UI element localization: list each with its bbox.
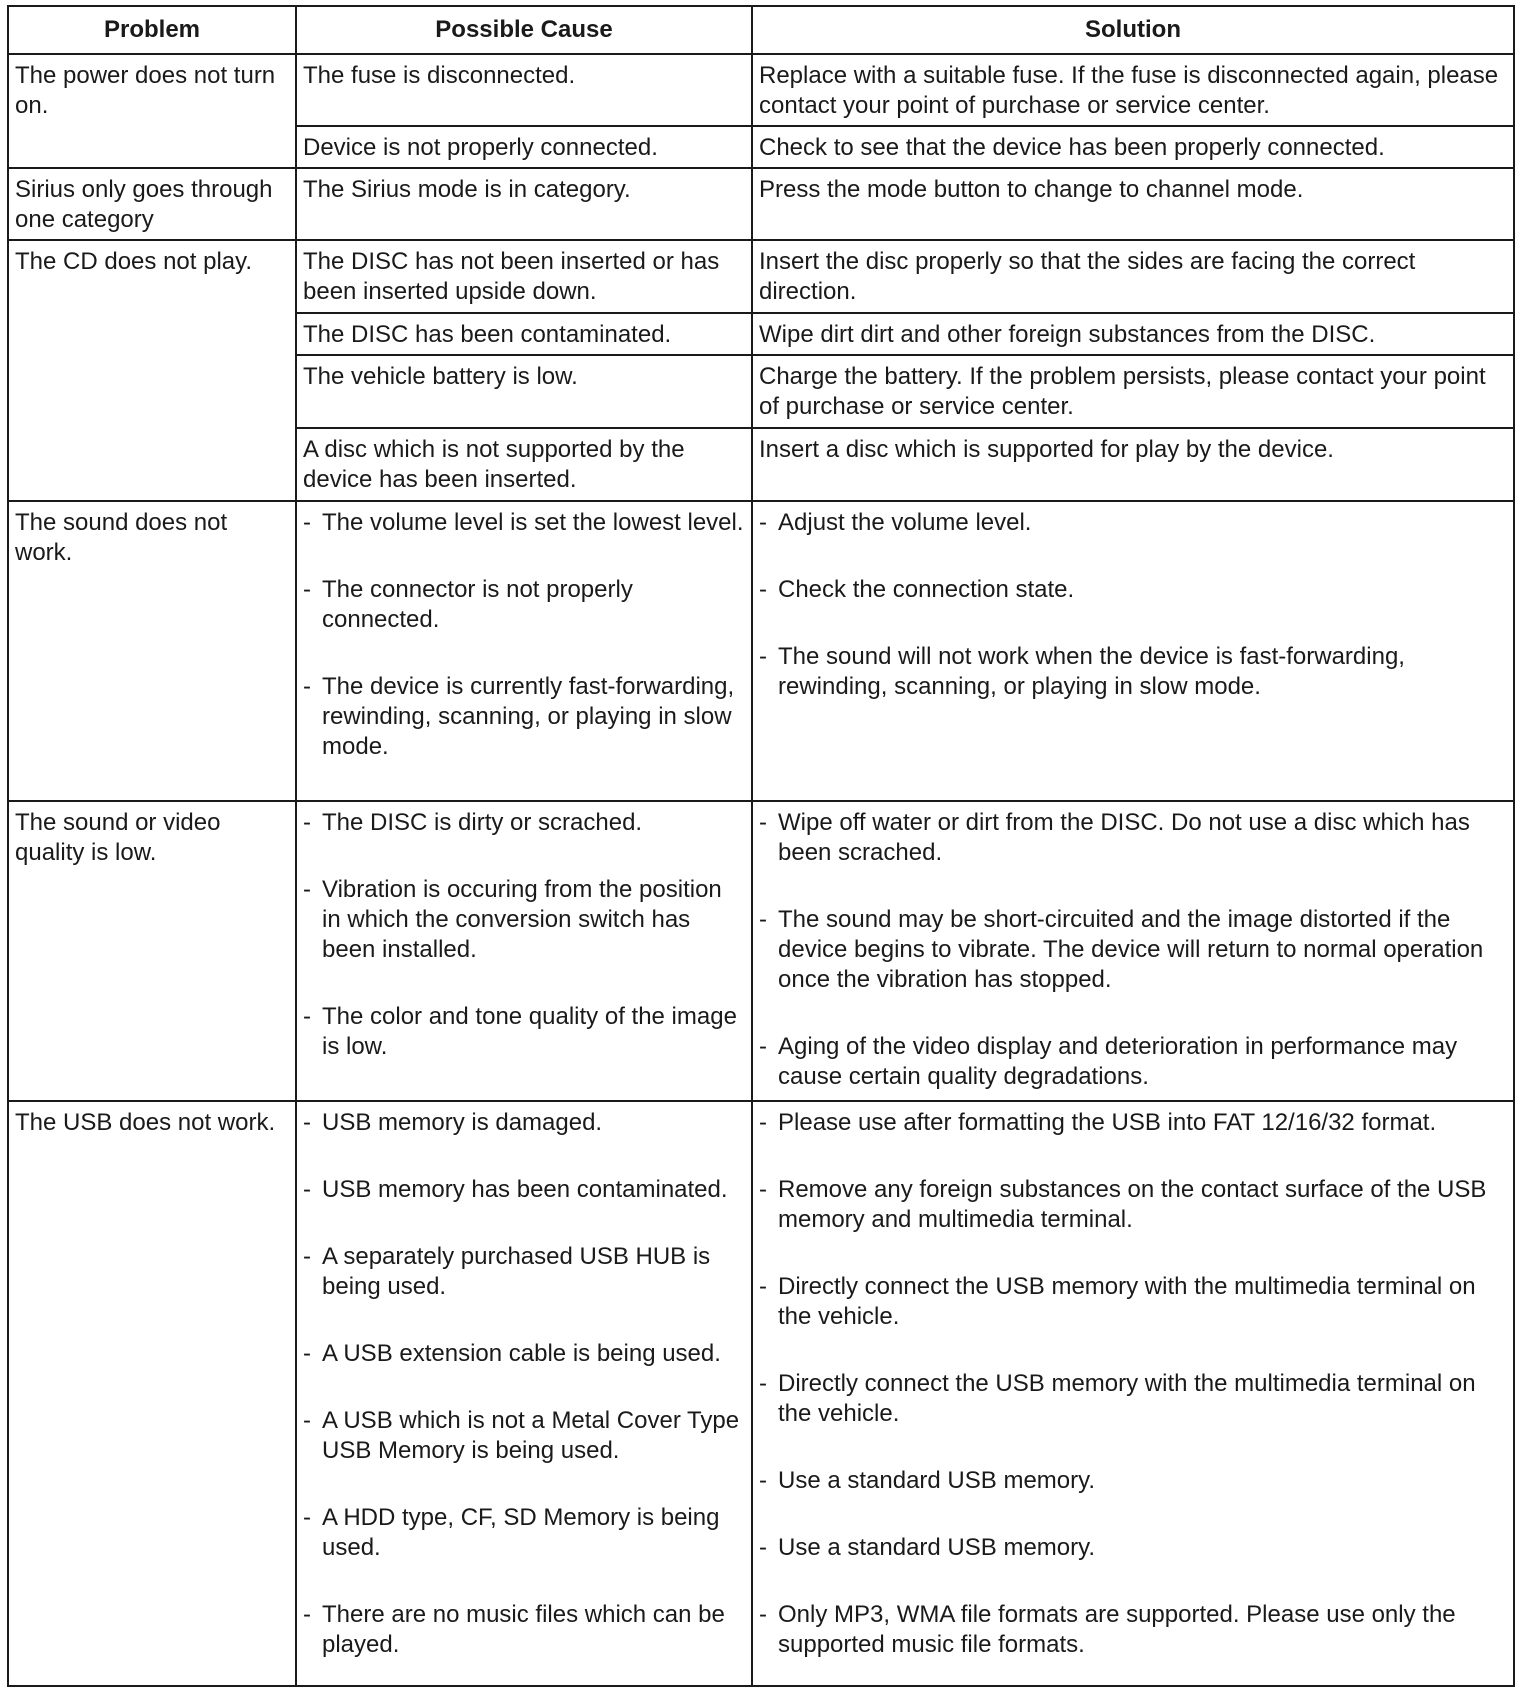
list-item: - The color and tone quality of the image is low.: [303, 1003, 737, 1060]
cause-list-cell: [296, 801, 752, 1101]
cause-cell: The DISC has not been inserted or has been inserted upside down.: [296, 240, 752, 313]
problem-cell: The power does not turn on.: [8, 54, 296, 168]
list-item: - A USB which is not a Metal Cover Type USB Memory is being used.: [303, 1407, 740, 1464]
solution-cell: Wipe dirt dirt and other foreign substances from the DISC.: [752, 313, 1514, 355]
cause-cell: A disc which is not supported by the device has been inserted.: [296, 428, 752, 501]
cause-list-cell: [296, 501, 752, 801]
cause-cell: The fuse is disconnected.: [296, 54, 752, 126]
table-row: [8, 54, 1514, 126]
solution-list-cell: [752, 501, 1514, 801]
solution-cell: Insert a disc which is supported for play by the device.: [752, 428, 1514, 501]
list-item: - USB memory is damaged.: [303, 1109, 603, 1136]
list-item: - Aging of the video display and deterioration in performance may cause certain quality degradations.: [759, 1033, 1458, 1090]
cause-cell: The vehicle battery is low.: [296, 355, 752, 428]
list-item: - A HDD type, CF, SD Memory is being used.: [303, 1504, 720, 1561]
solution-list-cell: [752, 801, 1514, 1101]
list-item: - The sound may be short-circuited and the image distorted if the device begins to vibrate. The device will return to normal operation once the vibration has stopped.: [759, 906, 1484, 993]
troubleshooting-table: [7, 5, 1515, 1687]
header-solution: Solution: [752, 6, 1514, 54]
list-item: - Vibration is occuring from the position in which the conversion switch has been installed.: [303, 876, 722, 963]
list-item: - The connector is not properly connected.: [303, 576, 633, 633]
header-problem: Problem: [8, 6, 296, 54]
problem-cell: The USB does not work.: [8, 1101, 296, 1686]
cause-cell: Device is not properly connected.: [296, 126, 752, 168]
list-item: - Use a standard USB memory.: [759, 1467, 1096, 1494]
list-item: - The DISC is dirty or scrached.: [303, 809, 643, 836]
list-item: - Remove any foreign substances on the contact surface of the USB memory and multimedia terminal.: [759, 1176, 1487, 1233]
list-item: - Directly connect the USB memory with the multimedia terminal on the vehicle.: [759, 1370, 1476, 1427]
list-item: - There are no music files which can be played.: [303, 1601, 725, 1658]
table-row: [8, 501, 1514, 801]
list-item: - Adjust the volume level.: [759, 509, 1032, 536]
list-item: - Directly connect the USB memory with the multimedia terminal on the vehicle.: [759, 1273, 1476, 1330]
list-item: - Check the connection state.: [759, 576, 1075, 603]
solution-cell: Press the mode button to change to channel mode.: [752, 168, 1514, 240]
header-possible-cause: Possible Cause: [296, 6, 752, 54]
cause-cell: The DISC has been contaminated.: [296, 313, 752, 355]
problem-cell: The sound does not work.: [8, 501, 296, 801]
list-item: - A USB extension cable is being used.: [303, 1340, 721, 1367]
list-item: - Please use after formatting the USB into FAT 12/16/32 format.: [759, 1109, 1437, 1136]
table-row: [8, 801, 1514, 1101]
list-item: - The device is currently fast-forwarding, rewinding, scanning, or playing in slow mode.: [303, 673, 735, 760]
solution-list-cell: [752, 1101, 1514, 1686]
solution-cell: Charge the battery. If the problem persists, please contact your point of purchase or service center.: [752, 355, 1514, 428]
solution-cell: Insert the disc properly so that the sides are facing the correct direction.: [752, 240, 1514, 313]
problem-cell: The CD does not play.: [8, 240, 296, 501]
header-row: [8, 6, 1514, 54]
table-row: [8, 168, 1514, 240]
list-item: - A separately purchased USB HUB is being used.: [303, 1243, 711, 1300]
cause-list-cell: [296, 1101, 752, 1686]
list-item: - The volume level is set the lowest level.: [303, 509, 744, 536]
list-item: - The sound will not work when the device is fast-forwarding, rewinding, scanning, or playing in slow mode.: [759, 643, 1405, 700]
list-item: - Wipe off water or dirt from the DISC. Do not use a disc which has been scrached.: [759, 809, 1470, 866]
problem-cell: The sound or video quality is low.: [8, 801, 296, 1101]
solution-cell: Replace with a suitable fuse. If the fuse is disconnected again, please contact your point of purchase or service center.: [752, 54, 1514, 126]
table-row: [8, 240, 1514, 313]
solution-cell: Check to see that the device has been properly connected.: [752, 126, 1514, 168]
list-item: - Use a standard USB memory.: [759, 1534, 1096, 1561]
problem-cell: Sirius only goes through one category: [8, 168, 296, 240]
cause-cell: The Sirius mode is in category.: [296, 168, 752, 240]
list-item: - USB memory has been contaminated.: [303, 1176, 728, 1203]
table-row: [8, 1101, 1514, 1686]
list-item: - Only MP3, WMA file formats are supported. Please use only the supported music file formats.: [759, 1601, 1456, 1658]
